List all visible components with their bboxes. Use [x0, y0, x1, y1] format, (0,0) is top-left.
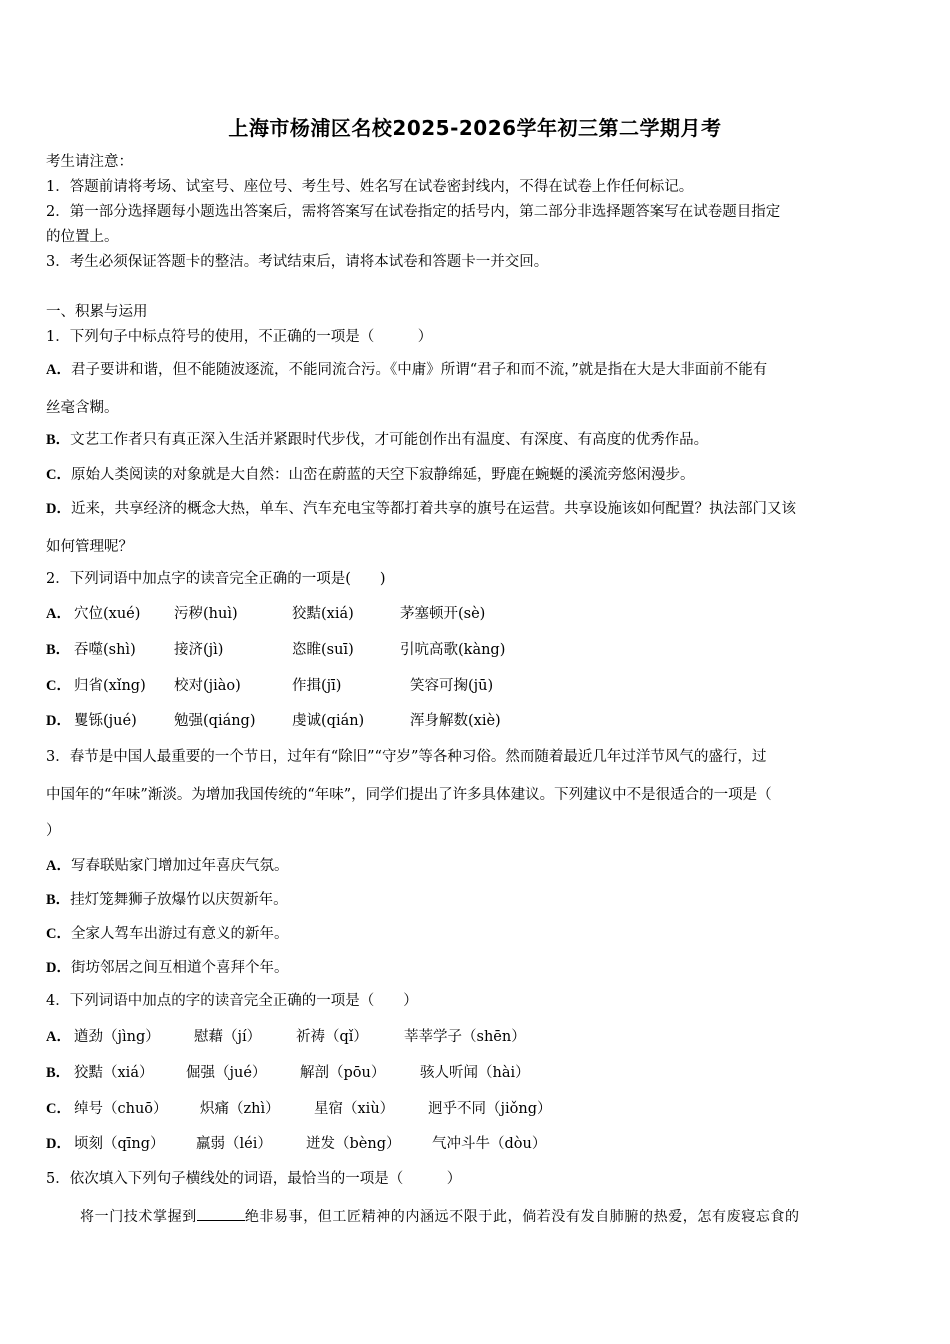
question-3-cont: ） [46, 823, 61, 839]
word: 虔诚(qián) [292, 713, 365, 729]
word: 笑容可掬(jū) [410, 678, 494, 694]
word: 作揖(jī) [292, 678, 342, 694]
q5-passage [80, 1206, 800, 1226]
notice-heading: 考生请注意： [46, 154, 133, 170]
option-text: 文艺工作者只有真正深入生活并紧跟时代步伐，才可能创作出有温度、有深度、有高度的优秀作品。 [70, 432, 709, 448]
word: 矍铄(jué) [74, 713, 137, 729]
option-letter: A． [46, 362, 71, 378]
option-letter: A． [46, 606, 71, 622]
question-5: 5．依次填入下列句子横线处的词语，最恰当的一项是（ ） [46, 1171, 462, 1187]
word: 恣睢(suī) [292, 642, 354, 658]
word: 慰藉（jí） [194, 1029, 262, 1045]
question-2: 2．下列词语中加点字的读音完全正确的一项是( ) [46, 571, 386, 587]
option-letter: C． [46, 926, 71, 942]
q3-option-b [46, 890, 288, 910]
q3-option-d [46, 958, 288, 978]
word: 归省(xǐng) [74, 678, 146, 694]
option-letter: D． [46, 501, 71, 517]
option-letter: A． [46, 858, 71, 874]
section-heading: 一、积累与运用 [46, 304, 148, 320]
word: 解剖（pōu） [300, 1065, 386, 1081]
option-text: 街坊邻居之间互相道个喜拜个年。 [70, 960, 289, 976]
word: 勉强(qiáng) [174, 713, 256, 729]
question-1: 1．下列句子中标点符号的使用，不正确的一项是（ ） [46, 329, 433, 345]
question-3: 3．春节是中国人最重要的一个节日，过年有“除旧”“守岁”等各种习俗。然而随着最近几年过洋节风气的盛行，过 [46, 749, 767, 765]
notice-item: 1．答题前请将考场、试室号、座位号、考生号、姓名写在试卷密封线内，不得在试卷上作任何标记。 [46, 179, 694, 195]
word: 迸发（bèng） [306, 1136, 401, 1152]
word: 引吭高歌(kàng) [400, 642, 506, 658]
option-text: 原始人类阅读的对象就是大自然：山峦在蔚蓝的天空下寂静绵延，野鹿在蜿蜒的溪流旁悠闲漫步。 [70, 467, 695, 483]
option-letter: D． [46, 713, 71, 729]
option-letter: B． [46, 1065, 71, 1081]
word: 狡黠（xiá） [74, 1065, 154, 1081]
q1-option-b [46, 430, 708, 450]
q3-option-c [46, 924, 288, 944]
page-title: 上海市杨浦区名校2025-2026学年初三第二学期月考 [228, 116, 722, 140]
word: 顷刻（qīng） [74, 1136, 165, 1152]
question-4: 4．下列词语中加点的字的读音完全正确的一项是（ ） [46, 993, 418, 1009]
word: 莘莘学子（shēn） [404, 1029, 526, 1045]
word: 茅塞顿开(sè) [400, 606, 486, 622]
word: 狡黠(xiá) [292, 606, 354, 622]
word: 接济(jì) [174, 642, 224, 658]
fill-blank [197, 1206, 245, 1221]
q1-option-c [46, 465, 694, 485]
option-letter: B． [46, 892, 71, 908]
option-letter: D． [46, 960, 71, 976]
q1-option-a [46, 360, 767, 380]
passage-text: 将一门技术掌握到 [80, 1209, 197, 1225]
q1-option-d [46, 499, 796, 519]
notice-item: 2．第一部分选择题每小题选出答案后，需将答案写在试卷指定的括号内，第二部分非选择题答案写在试卷题目指定 [46, 204, 781, 220]
word: 穴位(xué) [74, 606, 141, 622]
option-text: 近来，共享经济的概念大热，单车、汽车充电宝等都打着共享的旗号在运营。共享设施该如何配置？执法部门又该 [70, 501, 796, 517]
q1-option-d-cont: 如何管理呢？ [46, 539, 133, 555]
option-text: 君子要讲和谐，但不能随波逐流，不能同流合污。《中庸》所谓“君子和而不流，”就是指在大是大非面前不能有 [70, 362, 768, 378]
option-text: 挂灯笼舞狮子放爆竹以庆贺新年。 [70, 892, 288, 908]
word: 羸弱（léi） [196, 1136, 272, 1152]
q1-option-a-cont: 丝毫含糊。 [46, 400, 119, 416]
word: 炽痛（zhì） [200, 1101, 280, 1117]
passage-text: 绝非易事，但工匠精神的内涵远不限于此，倘若没有发自肺腑的热爱，怎有废寝忘食的 [244, 1209, 800, 1225]
word: 骇人听闻（hài） [420, 1065, 530, 1081]
option-letter: C． [46, 467, 71, 483]
q3-option-a [46, 856, 288, 876]
word: 校对(jiào) [174, 678, 241, 694]
word: 浑身解数(xiè) [410, 713, 501, 729]
word: 绰号（chuō） [74, 1101, 168, 1117]
word: 祈祷（qǐ） [296, 1029, 368, 1045]
option-letter: B． [46, 642, 71, 658]
notice-item: 3．考生必须保证答题卡的整洁。考试结束后，请将本试卷和答题卡一并交回。 [46, 254, 549, 270]
question-3-cont: 中国年的“年味”渐淡。为增加我国传统的“年味”，同学们提出了许多具体建议。下列建议中不是很适合的一项是（ [46, 787, 772, 803]
option-letter: B． [46, 432, 71, 448]
notice-item-cont: 的位置上。 [46, 229, 119, 245]
word: 气冲斗牛（dòu） [432, 1136, 547, 1152]
word: 污秽(huì) [174, 606, 238, 622]
option-letter: A． [46, 1029, 71, 1045]
word: 星宿（xiù） [314, 1101, 395, 1117]
word: 倔强（jué） [186, 1065, 267, 1081]
option-text: 写春联贴家门增加过年喜庆气氛。 [70, 858, 289, 874]
word: 迥乎不同（jiǒng） [428, 1101, 552, 1117]
option-letter: C． [46, 678, 71, 694]
option-text: 全家人驾车出游过有意义的新年。 [70, 926, 289, 942]
option-letter: D． [46, 1136, 71, 1152]
option-letter: C． [46, 1101, 71, 1117]
word: 遒劲（jìng） [74, 1029, 160, 1045]
word: 吞噬(shì) [74, 642, 136, 658]
